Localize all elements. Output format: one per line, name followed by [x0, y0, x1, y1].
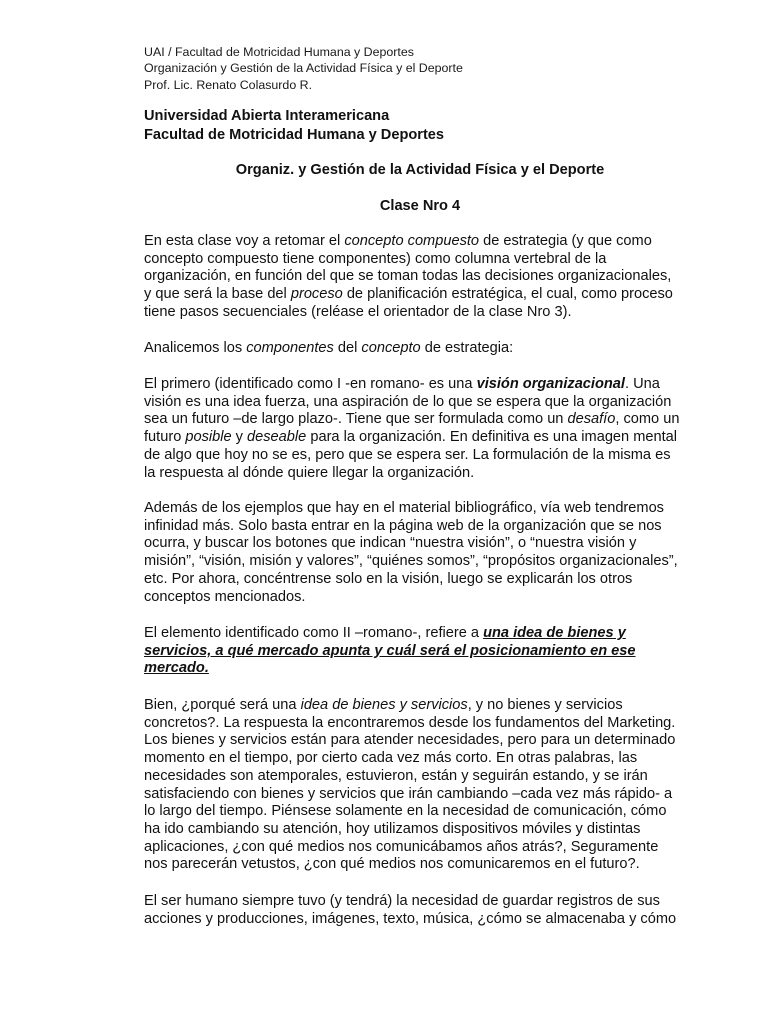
- text: . Una: [624, 376, 660, 392]
- text: y que será la base del: [144, 286, 291, 303]
- line: [144, 429, 679, 447]
- line: tiene pasos secuenciales (reléase el orientador de la clase Nro 3).: [144, 303, 572, 320]
- text: de planificación estratégica, el cual, como proceso: [342, 286, 673, 303]
- university-name: Universidad Abierta Interamericana: [144, 108, 390, 124]
- text: En esta clase voy a retomar el: [144, 233, 345, 249]
- line: servicios, a qué mercado apunta y cuál será el posicionamiento en ese: [144, 642, 636, 659]
- course-title: Organiz. y Gestión de la Actividad Física y el Deporte: [235, 162, 605, 178]
- line: etc. Por ahora, concéntrense solo en la visión, luego se explicarán los otros: [144, 570, 633, 587]
- header-line-2: Organización y Gestión de la Actividad Física y el Deporte: [144, 61, 463, 76]
- line: organización, en función del que se toman todas las decisiones organizacionales,: [144, 268, 672, 285]
- line: la respuesta al dónde quiere llegar la organización.: [144, 464, 475, 481]
- italic-text: componentes: [246, 340, 334, 356]
- paragraph-1: [144, 233, 673, 322]
- line: concretos?. La respuesta la encontraremos desde los fundamentos del Marketing.: [144, 714, 676, 731]
- header-line-1: UAI / Facultad de Motricidad Humana y Deportes: [144, 45, 414, 59]
- text: de estrategia:: [420, 340, 514, 356]
- paragraph-5: [144, 625, 636, 678]
- paragraph-7: [144, 893, 676, 928]
- italic-text: posible: [185, 429, 232, 446]
- bold-italic-text: visión organizacional: [476, 376, 625, 392]
- text: de estrategia (y que como: [479, 233, 652, 249]
- line: [144, 340, 513, 358]
- italic-text: concepto: [361, 340, 421, 356]
- line: momento en el tiempo, por cierto cada vez más corto. En otras palabras, las: [144, 750, 638, 767]
- line: aplicaciones, ¿con qué medios nos comunicábamos años atrás?, Seguramente: [144, 838, 659, 855]
- text: y: [231, 429, 248, 446]
- text: Bien, ¿porqué será una: [144, 697, 301, 713]
- line: [144, 286, 673, 304]
- line: lo largo del tiempo. Piénsese solamente en la necesidad de comunicación, cómo: [144, 803, 667, 820]
- italic-text: deseable: [247, 429, 307, 446]
- line: concepto compuesto tiene componentes) como columna vertebral de la: [144, 250, 607, 267]
- italic-text: idea de bienes y servicios: [300, 697, 468, 713]
- italic-text: proceso: [290, 286, 343, 303]
- text: sea un futuro –de largo plazo-. Tiene que ser formulada como un: [144, 411, 568, 428]
- line: [144, 625, 636, 643]
- bold-italic-underlined-text: una idea de bienes y: [483, 625, 626, 641]
- line: [144, 376, 679, 394]
- line: mercado.: [144, 660, 209, 677]
- line: El ser humano siempre tuvo (y tendrá) la necesidad de guardar registros de sus: [144, 893, 660, 909]
- line: ocurra, y buscar los botones que indican “nuestra visión”, o “nuestra visión y: [144, 535, 637, 552]
- class-title: Clase Nro 4: [379, 198, 461, 214]
- line: [144, 411, 679, 429]
- line: [144, 697, 675, 715]
- line: acciones y producciones, imágenes, texto, música, ¿cómo se almacenaba y cómo: [144, 910, 677, 927]
- paragraph-4: [144, 500, 678, 606]
- line: infinidad más. Solo basta entrar en la página web de la organización que se nos: [144, 517, 662, 534]
- italic-text: desafío: [567, 411, 616, 428]
- institution-block: [144, 107, 444, 145]
- line: Además de los ejemplos que hay en el material bibliográfico, vía web tendremos: [144, 500, 664, 516]
- paragraph-2: [144, 340, 513, 358]
- line: nos parecerán vetustos, ¿con qué medios nos comunicaremos en el futuro?.: [144, 856, 640, 873]
- line: de algo que hoy no se es, pero que se espera ser. La formulación de la misma es: [144, 446, 671, 463]
- line: necesidades son atemporales, estuvieron, están y seguirán estando, y se irán: [144, 767, 648, 784]
- line: ha ido cambiando su atención, hoy utilizamos dispositivos móviles y distintas: [144, 820, 641, 837]
- text: El primero (identificado como I -en romano- es una: [144, 376, 477, 392]
- text: del: [333, 340, 362, 356]
- text: Analicemos los: [144, 340, 247, 356]
- header-line-3: Prof. Lic. Renato Colasurdo R.: [144, 77, 313, 92]
- line: conceptos mencionados.: [144, 588, 306, 605]
- faculty-name: Facultad de Motricidad Humana y Deportes: [144, 127, 445, 143]
- line: [144, 233, 673, 251]
- line: misión”, “visión, misión y valores”, “quiénes somos”, “propósitos organizacionales”,: [144, 553, 678, 570]
- paragraph-6: [144, 697, 675, 874]
- text: , y no bienes y servicios: [467, 697, 623, 713]
- line: satisfaciendo con bienes y servicios que irán cambiando –cada vez más rápido- a: [144, 785, 673, 802]
- italic-text: concepto compuesto: [344, 233, 480, 249]
- line: Los bienes y servicios están para atender necesidades, pero para un determinado: [144, 732, 676, 749]
- line: visión es una idea fuerza, una aspiración de lo que se espera que la organización: [144, 393, 672, 410]
- text: futuro: [144, 429, 186, 446]
- text: para la organización. En definitiva es una imagen mental: [306, 429, 678, 446]
- page-header: [144, 44, 463, 93]
- text: El elemento identificado como II –romano-, refiere a: [144, 625, 484, 641]
- paragraph-3: [144, 376, 679, 482]
- text: , como un: [615, 411, 680, 428]
